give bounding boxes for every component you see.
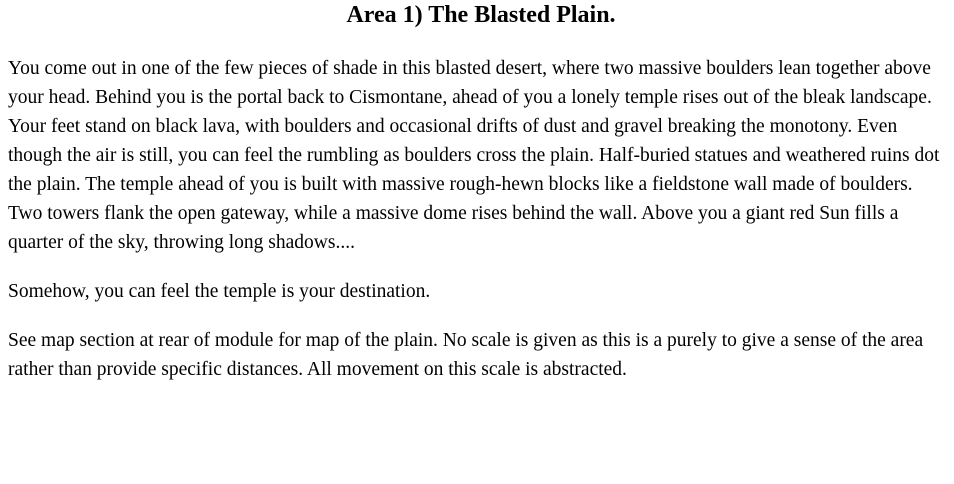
description-paragraph: You come out in one of the few pieces of shade in this blasted desert, where two massive boulders lean together above your head. Behind you is the portal back to Cismontane, ahead of you a lonely temple rises out of the bleak landscape. Your feet stand on black lava, with boulders and occasional drifts of dust and gravel breaking the monotony. Even though the air is still, you can feel the rumbling as boulders cross the plain. Half-buried statues and weathered ruins dot the plain. The temple ahead of you is built with massive rough-hewn blocks like a fieldstone wall made of boulders. Two towers flank the open gateway, while a massive dome rises behind the wall. Above you a giant red Sun fills a quarter of the sky, throwing long shadows.... (8, 58, 940, 253)
destination-paragraph: Somehow, you can feel the temple is your destination. (8, 281, 431, 302)
map-note-paragraph: See map section at rear of module for map of the plain. No scale is given as this is a purely to give a sense of the area rather than provide specific distances. All movement on this scale is abstracted. (8, 330, 924, 380)
area-title: Area 1) The Blasted Plain. (346, 2, 616, 28)
